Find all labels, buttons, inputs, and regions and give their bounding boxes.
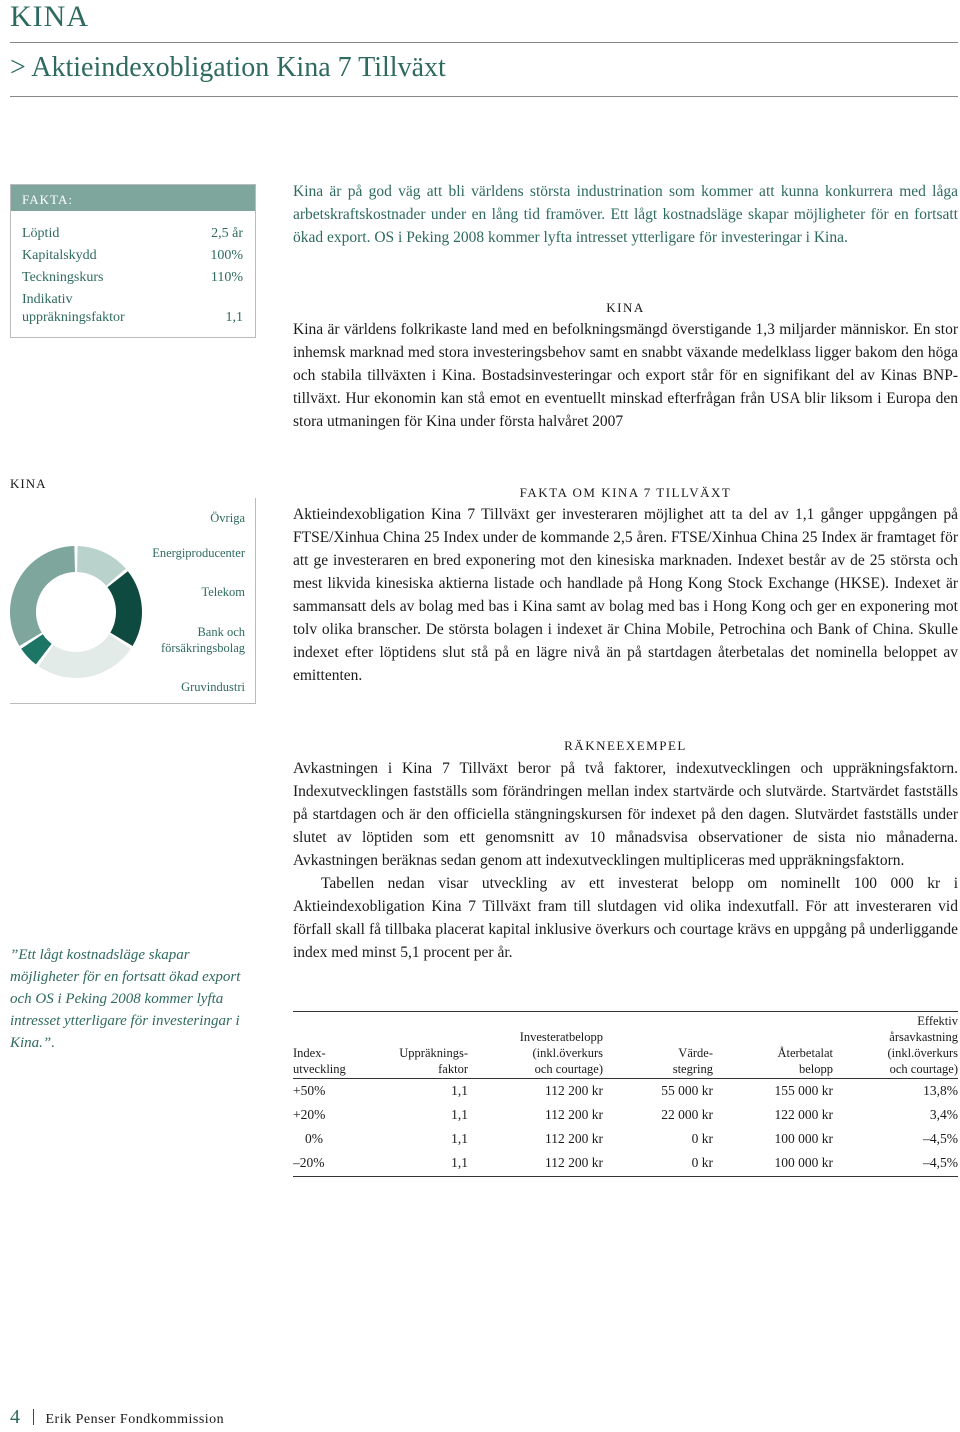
col-header-vardestegring [623,1045,713,1077]
fakta-om-paragraph: Aktieindexobligation Kina 7 Tillväxt ger investeraren möjlighet att ta del av 1,1 gånger uppgången på FTSE/Xinhua China 25 Index under de kommande 2,5 åren. FTSE/Xinhua China 25 Index är framtaget för att ge investeraren en bred exponering mot den kinesiska marknaden. Indexet består av de 25 största och mest likvida kinesiska aktierna listade och handlade på Hong Kong Stock Exchange (HKSE). Indexet är sammansatt dels av bolag med bas i Kina samt av bolag med bas i Hong Kong och ger en exponering mot tolv olika branscher. De största bolagen i indexet är China Mobile, Petrochina och Bank of China. Skulle indexet efter löptidens slut stå på en lägre nivå än på startdagen återbetalas det nominella beloppet av emittenten. [293,506,958,684]
pull-quote: ”Ett lågt kostnadsläge skapar möjligheter för en fortsatt ökad export och OS i Peking 2008 kommer lyfta intresset ytterligare för investeringar i Kina.”. [10,947,241,1051]
sector-chart [10,498,256,704]
table-header-rule [293,1078,958,1079]
header-divider [10,42,958,43]
cell: 0 kr [691,1155,713,1170]
cell: 100 000 kr [774,1155,833,1170]
example-table [293,1013,958,1183]
rakne-paragraph-1: Avkastningen i Kina 7 Tillväxt beror på två faktorer, indexutvecklingen och uppräkningsfaktorn. Indexutvecklingen fastställs som förändringen mellan index startvärde och slutvärde. Startvärdet fastställs på startdagen och är den officiella stängningskursen för indexet på den dagen. Slutvärdet fastställs under slutet av löptiden som ett genomsnitt av 10 månadsvisa observationer de sista nio månaderna. Avkastningen beräknas sedan genom att indexutvecklingen multipliceras med uppräkningsfaktorn. [293,760,958,869]
legend-bank [161,624,245,656]
kina-heading: KINA [606,300,645,315]
col-header-aterbetalat [733,1045,833,1077]
legend-bank-line1: Bank och [197,625,245,639]
header-line: och courtage) [534,1062,603,1076]
fakta-row [22,247,243,265]
header-line: Uppräknings- [399,1046,468,1060]
table-row [293,1083,958,1107]
header-line: belopp [798,1062,833,1076]
cell: 3,4% [929,1107,958,1122]
cell: 1,1 [451,1131,468,1146]
fakta-label: Indikativ [22,292,73,307]
donut-slice [10,546,75,646]
header-line: Återbetalat [777,1046,833,1060]
cell: 1,1 [451,1083,468,1098]
lead-paragraph: Kina är på god väg att bli världens största industrination som kommer att kunna konkurrera med låga arbetskraftskostnader under en lång tid framöver. Ett lågt kostnadsläge skapar möjligheter för en fortsatt ökad export. OS i Peking 2008 kommer lyfta intresset ytterligare för investeringar i Kina. [293,183,958,246]
cell: 112 200 kr [545,1155,603,1170]
cell: 112 200 kr [545,1131,603,1146]
cell: 13,8% [923,1083,958,1098]
fakta-box [10,184,256,338]
fakta-label: Löptid [22,226,60,241]
donut-chart [6,532,146,722]
legend-bank-line2: försäkringsbolag [160,641,245,655]
header-line: Effektiv [917,1014,958,1028]
cell: 1,1 [451,1155,468,1170]
cell: 122 000 kr [774,1107,833,1122]
fakta-label: uppräkningsfaktor [22,310,125,325]
page-title: > Aktieindexobligation Kina 7 Tillväxt [10,52,446,83]
chart-title: KINA [10,476,47,491]
section-title: KINA [10,0,89,33]
header-line: (inkl.överkurs [887,1046,958,1060]
fakta-row [22,291,243,309]
legend-telekom: Telekom [201,585,245,599]
fakta-row [22,269,243,287]
page-footer [10,1406,224,1429]
fakta-label: Kapitalskydd [22,248,97,263]
cell: 112 200 kr [545,1083,603,1098]
legend-ovriga: Övriga [210,511,245,525]
cell: –4,5% [923,1155,958,1170]
table-row [293,1131,958,1155]
cell: –4,5% [923,1131,958,1146]
fakta-value: 2,5 år [211,226,243,241]
header-line: utveckling [293,1062,346,1076]
fakta-om-heading: FAKTA OM KINA 7 TILLVÄXT [519,485,732,500]
header-line: Index- [293,1046,326,1060]
rakne-paragraph-2: Tabellen nedan visar utveckling av ett investerat belopp om nominellt 100 000 kr i Aktieindexobligation Kina 7 Tillväxt fram till slutdagen vid olika indexutfall. För att investeraren vid förfall skall få tillbaka placerat kapital inklusive överkurs och courtage krävs en uppgång på underliggande index med minst 5,1 procent per år. [293,875,958,961]
header-line: (inkl.överkurs [532,1046,603,1060]
cell: 1,1 [451,1107,468,1122]
fakta-value: 1,1 [225,310,243,325]
cell: 155 000 kr [774,1083,833,1098]
header-line: Investeratbelopp [519,1030,603,1044]
fakta-value: 100% [210,248,243,263]
fakta-row [22,309,243,327]
col-header-investerat [473,1029,603,1077]
footer-separator [33,1409,34,1425]
table-row [293,1107,958,1131]
header-line: årsavkastning [889,1030,958,1044]
header-line: faktor [438,1062,468,1076]
cell: 55 000 kr [661,1083,713,1098]
rakne-heading: RÄKNEEXEMPEL [564,738,687,753]
page-number: 4 [10,1406,21,1428]
cell: 100 000 kr [774,1131,833,1146]
header-line: och courtage) [889,1062,958,1076]
title-divider [10,96,958,97]
table-top-rule [293,1011,958,1012]
cell: 0% [305,1131,323,1146]
fakta-value: 110% [210,270,243,285]
cell: +20% [293,1107,326,1122]
col-header-index [293,1045,346,1077]
cell: +50% [293,1083,326,1098]
header-line: stegring [672,1062,713,1076]
cell: 0 kr [691,1131,713,1146]
header-line: Värde- [678,1046,713,1060]
rakne-body [293,757,958,964]
cell: 22 000 kr [661,1107,713,1122]
col-header-faktor [383,1045,468,1077]
fakta-heading: FAKTA: [11,185,255,211]
kina-paragraph: Kina är världens folkrikaste land med en befolkningsmängd överstigande 1,3 miljarder människor. En stor inhemsk marknad med stora investeringsbehov samt en snabbt växande medelklass ligger bakom den höga och stabila tillväxten i Kina. Bostadsinvesteringar och export står för en signifikant del av Kinas BNP-tillväxt. Hur ekonomin kan stå emot en eventuellt minskad efterfrågan från USA blir liksom i Europa den stora utmaningen för Kina under första halvåret 2007 [293,321,958,430]
legend-gruv: Gruvindustri [181,680,245,694]
col-header-effektiv [848,1013,958,1077]
cell: 112 200 kr [545,1107,603,1122]
table-bottom-rule [293,1176,958,1177]
fakta-label: Teckningskurs [22,270,104,285]
donut-slice [39,634,131,678]
company-name: Erik Penser Fondkommission [45,1412,225,1427]
legend-energi: Energiproducenter [152,546,245,560]
fakta-row [22,225,243,243]
donut-slice [107,571,142,646]
cell: –20% [293,1155,325,1170]
